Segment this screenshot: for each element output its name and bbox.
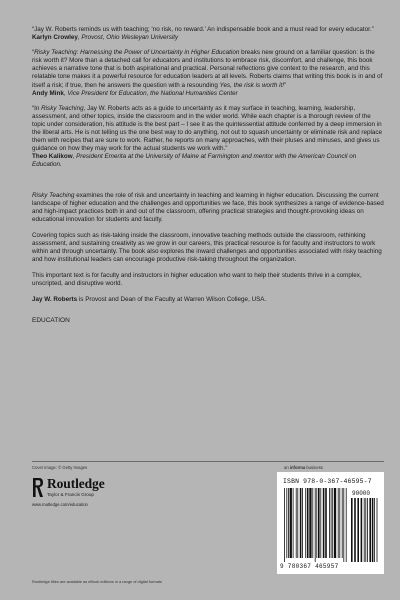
cover-image-credit: Cover image: © Getty Images xyxy=(32,465,88,470)
publisher-group: Taylor & Francis Group xyxy=(47,492,94,497)
barcode-bar xyxy=(323,488,325,558)
isbn-label: ISBN 978-0-367-46595-7 xyxy=(283,478,372,485)
barcode-bar xyxy=(300,488,302,558)
quote-text: “In Risky Teaching, Jay W. Roberts acts as a guide to uncertainty as it may surface in teaching, learning, leadership, assessment, and other topics, inside the classroom and in the wider world. While each chapter is a thorough review of the topic under consideration, his attitude is the best part – I see it as the quintessential attitude conferred by a deep immersion in the liberal arts. He is not telling us the one best way to do anything, not out to squash uncertainty or eliminate risk and replace them with recipes that are sure to work. Rather, he reports on many approaches, with their pluses and minuses, and gives us guidance on how they may work for the actual students we work with.” xyxy=(32,104,383,153)
book-title-italic: Risky Teaching: Harnessing the Power of Uncertainty in Higher Education xyxy=(34,49,240,57)
barcode-bar xyxy=(290,488,292,558)
publisher-logo xyxy=(32,476,152,520)
barcode-bar xyxy=(315,488,316,562)
isbn-barcode-box xyxy=(277,472,384,574)
barcode-bar xyxy=(346,488,347,562)
barcode-bar xyxy=(302,488,303,558)
barcode-bar xyxy=(343,488,344,562)
author-name: Jay W. Roberts xyxy=(32,296,78,304)
endorsement-quote xyxy=(32,26,384,42)
barcode-addon-bar xyxy=(365,498,366,562)
quote-text: “Risky Teaching: Harnessing the Power of Uncertainty in Higher Education breaks new ground on a familiar question: is the risk worth it? More than a detached call for educators and institutions to embrace risk, discomfort, and challenge, this book achieves a narrative tone that is both aspirational and practical. Personal reflections give context to the research, and this relatable tone makes it a powerful resource for education leaders at all levels. Roberts claims that writing this book is in and of itself a risk; if true, then he answers the question with a resounding Yes, the risk is worth it!” xyxy=(32,49,383,89)
author-bio: Jay W. Roberts is Provost and Dean of the Faculty at Warren Wilson College, USA. xyxy=(32,296,267,304)
barcode-bar xyxy=(331,488,332,558)
barcode-addon-bar xyxy=(361,498,363,562)
description-paragraph: This important text is for faculty and instructors in higher education who want to help their students thrive in a complex, unscripted, and disruptive world. xyxy=(32,272,362,288)
barcode-digits: 9 780367 465957 xyxy=(280,563,339,570)
endorser-role: President Emerita at the University of Maine at Farmington and mentor with the American Council on Education. xyxy=(32,153,357,169)
endorser-role: Provost, Ohio Wesleyan University xyxy=(81,34,179,42)
barcode-bar xyxy=(293,488,294,558)
barcode-bar xyxy=(309,488,311,558)
barcode-bar xyxy=(318,488,320,558)
quote-attribution: Theo Kalikow, President Emerita at the University of Maine at Farmington and mentor with the American Council on Education. xyxy=(32,153,357,169)
barcode-addon-bar xyxy=(357,498,359,562)
barcode-bar xyxy=(342,488,343,558)
barcode-bar xyxy=(338,488,339,558)
endorser-role: Vice President for Education, the National Humanities Center xyxy=(67,89,238,97)
barcode-bar xyxy=(334,488,336,558)
endorser-name: Andy Mink xyxy=(32,89,64,97)
endorsement-quote xyxy=(32,49,384,98)
informa-business-tag: an informa business xyxy=(284,465,323,470)
book-title-italic: Risky Teaching xyxy=(41,104,84,112)
barcode-bar xyxy=(339,488,340,558)
barcode-bar xyxy=(312,488,313,558)
barcode-bar xyxy=(284,488,285,562)
barcode-bar xyxy=(286,488,287,558)
barcode xyxy=(282,488,379,562)
barcode-addon-bar xyxy=(354,498,356,562)
description-paragraph: Covering topics such as risk-taking inside the classroom, innovative teaching methods outside the classroom, rethinking assessment, and sustaining creativity as we grow in our careers, this practical resource is for faculty and instructors to work within and through uncertainty. The book also explores the inward challenges and opportunities associated with risky teaching and how institutional leaders can encourage productive risk-taking throughout the organization. xyxy=(32,231,382,264)
quote-attribution: Karlyn Crowley, Provost, Ohio Wesleyan University xyxy=(32,34,179,42)
barcode-bar xyxy=(316,488,317,558)
subject-category: EDUCATION xyxy=(32,316,70,324)
endorser-name: Theo Kalikow xyxy=(32,153,73,161)
barcode-bar xyxy=(305,488,306,558)
ebook-availability-note: Routledge titles are available as eBook editions in a range of digital formats xyxy=(32,579,162,584)
divider xyxy=(32,461,384,462)
barcode-bar xyxy=(325,488,327,558)
barcode-bar xyxy=(332,488,333,558)
barcode-addon-bar xyxy=(372,498,374,562)
price-code: 90000 xyxy=(352,490,371,497)
barcode-addon-bar xyxy=(377,498,378,562)
book-description xyxy=(32,192,384,289)
quote-text: “Jay W. Roberts reminds us with teaching; ‘no risk, no reward.’ An indispensable book and a must read for every educator.” xyxy=(32,26,374,33)
barcode-bar xyxy=(297,488,298,558)
back-cover-text xyxy=(32,26,384,325)
routledge-logo-icon xyxy=(32,477,44,499)
description-paragraph: Risky Teaching examines the role of risk and uncertainty in teaching and learning in higher education. Discussing the current landscape of higher education and the challenges and opportunities we face, this book synthesizes a range of evidence-based and high-impact practices both in and out of the classroom, offering practical strategies and thought-provoking ideas on educational innovation for students and faculty. xyxy=(32,191,384,223)
publisher-name: Routledge xyxy=(47,476,105,491)
publisher-url: www.routledge.com/education xyxy=(32,502,88,507)
barcode-addon-bar xyxy=(367,498,368,562)
barcode-addon-bar xyxy=(364,498,365,562)
barcode-bar xyxy=(296,488,297,558)
barcode-addon-bar xyxy=(374,498,375,562)
quote-attribution: Andy Mink, Vice President for Education, the National Humanities Center xyxy=(32,89,238,97)
barcode-addon-bar xyxy=(369,498,371,562)
barcode-bar xyxy=(288,488,289,558)
endorsement-quote xyxy=(32,105,384,170)
barcode-addon-bar xyxy=(351,498,353,562)
barcode-bar xyxy=(320,488,321,558)
barcode-bar xyxy=(329,488,330,558)
endorser-name: Karlyn Crowley xyxy=(32,34,78,42)
barcode-bar xyxy=(307,488,309,558)
